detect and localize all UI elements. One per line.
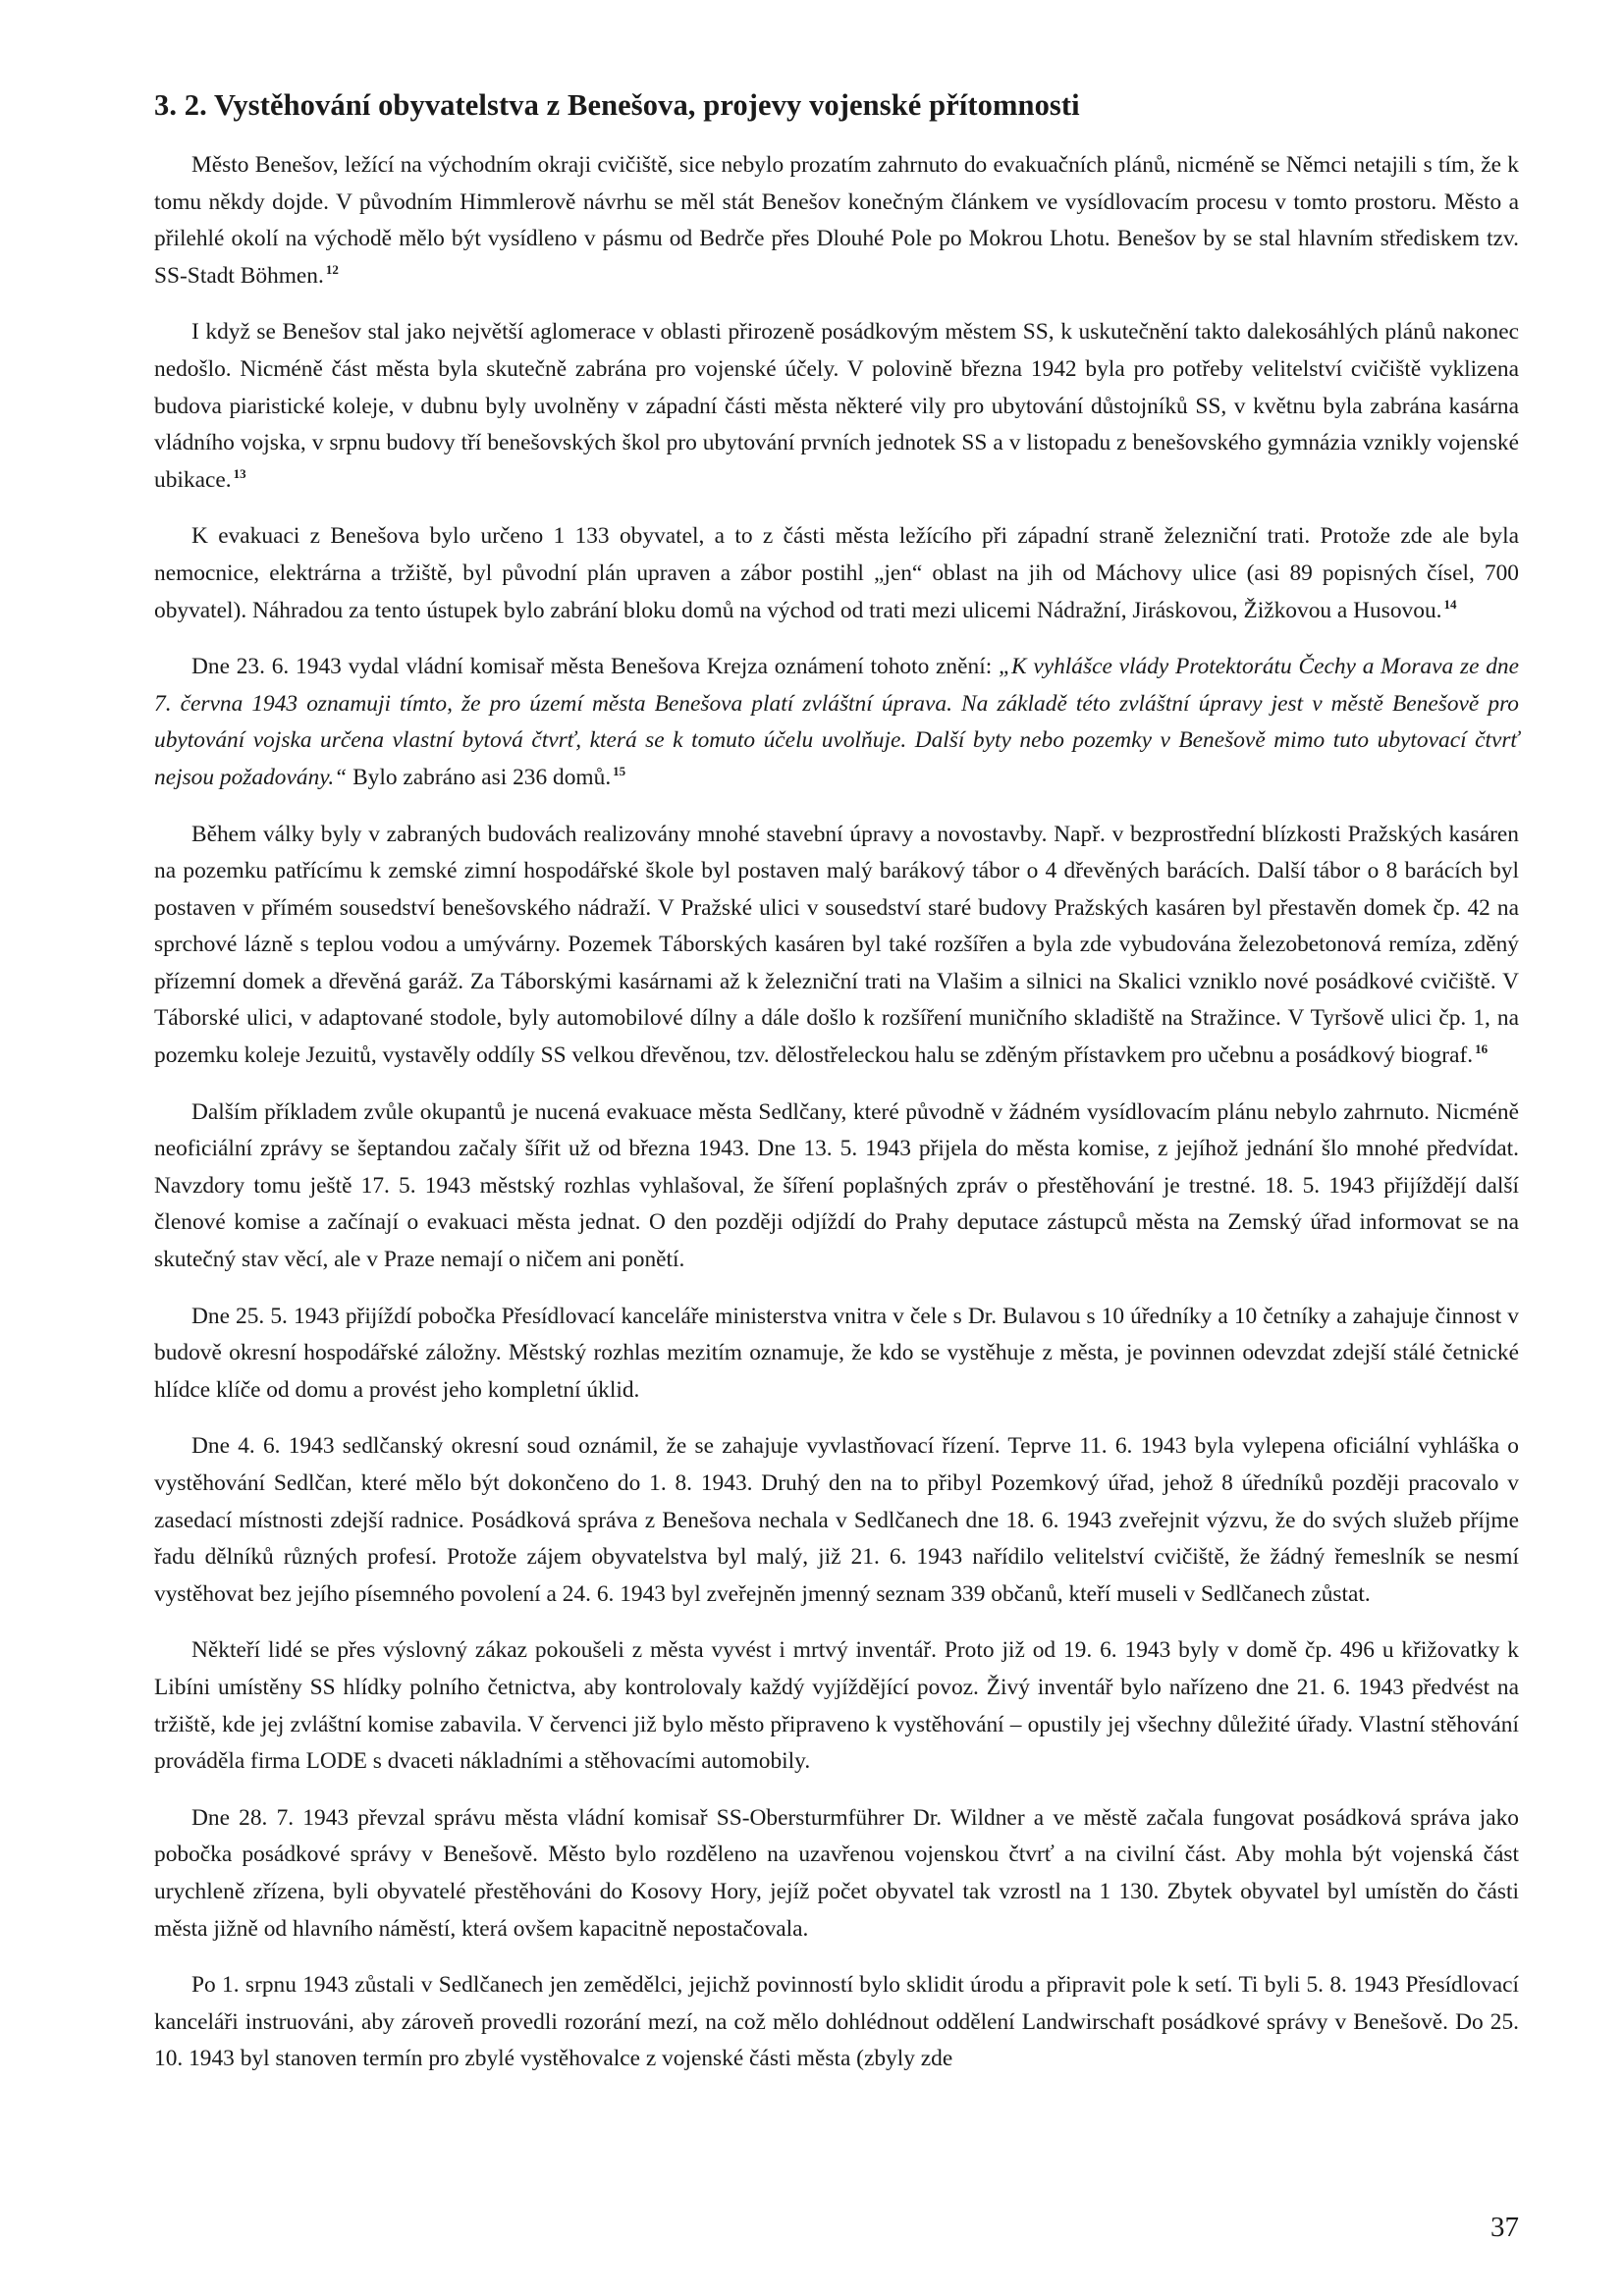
paragraph-text: Dne 25. 5. 1943 přijíždí pobočka Přesídlovací kanceláře ministerstva vnitra v čele s Dr. Bulavou s 10 úředníky a 10 četníky a zahajuje činnost v budově okresní hospodářské záložny. Městský rozhlas mezitím oznamuje, že kdo se vystěhuje z města, je povinnen odevzdat zdejší stálé četnické hlídce klíče od domu a provést jeho kompletní úklid.: [154, 1303, 1519, 1403]
paragraph-8: [154, 1428, 1519, 1613]
page-number: 37: [1490, 2212, 1519, 2243]
footnote-ref: 16: [1475, 1041, 1489, 1057]
paragraph-1: [154, 147, 1519, 294]
paragraph-text: Po 1. srpnu 1943 zůstali v Sedlčanech jen zemědělci, jejichž povinností bylo sklidit úrodu a připravit pole k setí. Ti byli 5. 8. 1943 Přesídlovací kanceláři instruováni, aby zároveň provedli rozorání mezí, na což mělo dohlédnout oddělení Landwirschaft posádkové správy v Benešově. Do 25. 10. 1943 byl stanoven termín pro zbylé vystěhovalce z vojenské části města (zbyly zde: [154, 1972, 1519, 2072]
footnote-ref: 15: [613, 764, 626, 779]
paragraph-text: Během války byly v zabraných budovách realizovány mnohé stavební úpravy a novostavby. Např. v bezprostřední blízkosti Pražských kasáren na pozemku patřícímu k zemské zimní hospodářské škole byl postaven malý barákový tábor o 4 dřevěných barácích. Další tábor o 8 barácích byl postaven v přímém sousedství benešovského nádraží. V Pražské ulici v sousedství staré budovy Pražských kasáren byl přestavěn domek čp. 42 na sprchové lázně s teplou vodou a umývárny. Pozemek Táborských kasáren byl také rozšířen a byla zde vybudována železobetonová remíza, zděný přízemní domek a dřevěná garáž. Za Táborskými kasárnami až k železniční trati na Vlašim a silnici na Skalici vzniklo nové posádkové cvičiště. V Táborské ulici, v adaptované stodole, byly automobilové dílny a dále došlo k rozšíření muničního skladiště na Stražince. V Tyršově ulici čp. 1, na pozemku koleje Jezuitů, vystavěly oddíly SS velkou dřevěnou, tzv. dělostřeleckou halu se zděným přístavkem pro učebnu a posádkový biograf.: [154, 821, 1519, 1069]
paragraph-text: Dne 4. 6. 1943 sedlčanský okresní soud oznámil, že se zahajuje vyvlastňovací řízení. Teprve 11. 6. 1943 byla vylepena oficiální vyhláška o vystěhování Sedlčan, které mělo být dokončeno do 1. 8. 1943. Druhý den na to přibyl Pozemkový úřad, jehož 8 úředníků později pracovalo v zasedací místnosti zdejší radnice. Posádková správa z Benešova nechala v Sedlčanech dne 18. 6. 1943 zveřejnit výzvu, že do svých služeb příjme řadu dělníků různých profesí. Protože zájem obyvatelstva byl malý, již 21. 6. 1943 nařídilo velitelství cvičiště, že žádný řemeslník se nesmí vystěhovat bez jejího písemného povolení a 24. 6. 1943 byl zveřejněn jmenný seznam 339 občanů, kteří museli v Sedlčanech zůstat.: [154, 1433, 1519, 1607]
section-heading: 3. 2. Vystěhování obyvatelstva z Benešova, projevy vojenské přítomnosti: [154, 88, 1080, 122]
paragraph-text: Dalším příkladem zvůle okupantů je nucená evakuace města Sedlčany, které původně v žádném vysídlovacím plánu nebylo zahrnuto. Nicméně neoficiální zprávy se šeptandou začaly šířit už od března 1943. Dne 13. 5. 1943 přijela do města komise, z jejíhož jednání šlo mnohé předvídat. Navzdory tomu ještě 17. 5. 1943 městský rozhlas vyhlašoval, že šíření poplašných zpráv o přestěhování je trestné. 18. 5. 1943 přijíždějí další členové komise a začínají o evakuaci města jednat. O den později odjíždí do Prahy deputace zástupců města na Zemský úřad informovat se na skutečný stav věcí, ale v Praze nemají o ničem ani ponětí.: [154, 1098, 1519, 1273]
paragraph-2: [154, 314, 1519, 499]
paragraph-5: [154, 817, 1519, 1075]
paragraph-4: [154, 649, 1519, 796]
footnote-ref: 13: [233, 465, 246, 481]
paragraph-6: [154, 1095, 1519, 1279]
paragraph-text: Bylo zabráno asi 236 domů.: [347, 764, 612, 790]
footnote-ref: 12: [325, 261, 339, 277]
paragraph-11: [154, 1967, 1519, 2078]
page-body: [154, 86, 1519, 2098]
paragraph-7: [154, 1299, 1519, 1410]
paragraph-text: K evakuaci z Benešova bylo určeno 1 133 obyvatel, a to z části města ležícího při západní straně železniční trati. Protože zde ale byla nemocnice, elektrárna a tržiště, byl původní plán upraven a zábor postihl „jen“ oblast na jih od Máchovy ulice (asi 89 popisných čísel, 700 obyvatel). Náhradou za tento ústupek bylo zabrání bloku domů na východ od trati mezi ulicemi Nádražní, Jiráskovou, Žižkovou a Husovou.: [154, 523, 1519, 623]
paragraph-9: [154, 1632, 1519, 1780]
footnote-ref: 14: [1443, 596, 1457, 612]
paragraph-text: Dne 23. 6. 1943 vydal vládní komisař města Benešova Krejza oznámení tohoto znění:: [191, 654, 999, 680]
paragraph-text: Někteří lidé se přes výslovný zákaz pokoušeli z města vyvést i mrtvý inventář. Proto již od 19. 6. 1943 byly v domě čp. 496 u křižovatky k Libíni umístěny SS hlídky polního četnictva, aby kontrolovaly každý vyjíždějící povoz. Živý inventář bylo nařízeno dne 21. 6. 1943 předvést na tržiště, kde jej zvláštní komise zabavila. V červenci již bylo město připraveno k vystěhování – opustily jej všechny důležité úřady. Vlastní stěhování prováděla firma LODE s dvaceti nákladními a stěhovacími automobily.: [154, 1637, 1519, 1775]
paragraph-text: Město Benešov, ležící na východním okraji cvičiště, sice nebylo prozatím zahrnuto do evakuačních plánů, nicméně se Němci netajili s tím, že k tomu někdy dojde. V původním Himmlerově návrhu se měl stát Benešov konečným článkem ve vysídlovacím procesu v tomto prostoru. Město a přilehlé okolí na východě mělo být vysídleno v pásmu od Bedrče přes Dlouhé Pole po Mokrou Lhotu. Benešov by se stal hlavním střediskem tzv. SS-Stadt Böhmen.: [154, 152, 1519, 289]
paragraph-3: [154, 518, 1519, 629]
quotation: „K vyhlášce vlády Protektorátu Čechy a Morava ze dne 7. června 1943 oznamuji tímto, že pro území města Benešova platí zvláštní úprava. Na základě této zvláštní úpravy jest v městě Benešově pro ubytování vojska určena vlastní bytová čtvrť, která se k tomuto účelu uvolňuje. Další byty nebo pozemky v Benešově mimo tuto ubytovací čtvrť nejsou požadovány.“: [154, 654, 1519, 790]
paragraph-10: [154, 1800, 1519, 1948]
paragraph-text: I když se Benešov stal jako největší aglomerace v oblasti přirozeně posádkovým městem SS, k uskutečnění takto dalekosáhlých plánů nakonec nedošlo. Nicméně část města byla skutečně zabrána pro vojenské účely. V polovině března 1942 byla pro potřeby velitelství cvičiště vyklizena budova piaristické koleje, v dubnu byly uvolněny v západní části města některé vily pro ubytování důstojníků SS, v květnu byla zabrána kasárna vládního vojska, v srpnu budovy tří benešovských škol pro ubytování prvních jednotek SS a v listopadu z benešovského gymnázia vznikly vojenské ubikace.: [154, 319, 1519, 493]
paragraph-text: Dne 28. 7. 1943 převzal správu města vládní komisař SS-Obersturmführer Dr. Wildner a ve městě začala fungovat posádková správa jako pobočka posádkové správy v Benešově. Město bylo rozděleno na uzavřenou vojenskou čtvrť a na civilní část. Aby mohla být vojenská část urychleně zřízena, byli obyvatelé přestěhováni do Kosovy Hory, jejíž počet obyvatel tak vzrostl na 1 130. Zbytek obyvatel byl umístěn do části města jižně od hlavního náměstí, která ovšem kapacitně nepostačovala.: [154, 1804, 1519, 1942]
